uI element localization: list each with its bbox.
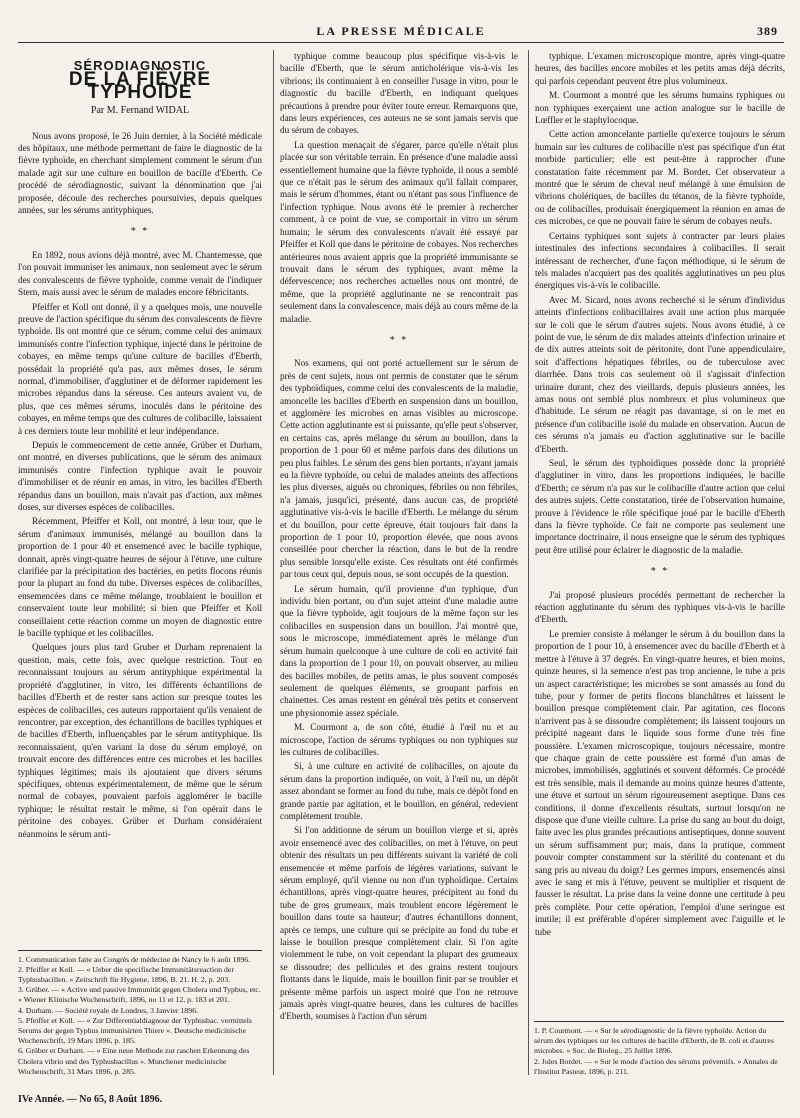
- paragraph: Le premier consiste à mélanger le sérum à du bouillon dans la proportion de 1 pour 10, à ensemencer avec du bacille d'Eberth et à mettre à l'étuve à 37 degrés. En vingt-quatre heures, et bien moins, quinze heures, si la semence n'est pas trop ancienne, le tube a pris un aspect caractéristique; les microbes se sont amassés au fond du tube, pour y former de petits flocons blanchâtres et laissent le bouillon presque complètement clair. Par agitation, ces flocons n'arrivent pas à se dissoudre complètement; ils laissent toujours un précipité nageant dans le liquide sous forme d'une très fine poussière. L'examen microscopique, toujours nécessaire, montre que chaque grain de cette poussière est formé d'un amas de microbes, immobilisés, agglutinés et souvent déformés. Ce procédé est très sensible, mais il demande au moins quinze heures d'attente, une étuve et surtout un sérum rigoureusement aseptique. Dans ces conditions, il donne d'excellents résultats, surtout lorsqu'on ne dispose que d'une vieille culture. La prise du sang au bout du doigt, faite avec les plus grandes précautions antiseptiques, donne souvent un sérum suffisamment pur; mais, dans la pratique, comment pouvoir compter constamment sur la stérilité du contenant et du sang pris au niveau du doigt? Les germes impurs, ensemencés ainsi avec le sang et mis à l'étuve, peuvent se multiplier et risquent de fausser le résultat. La prise dans la veine donne une certitude à peu près complète. Pour cette opération, l'emploi d'une seringue est inutile; il est préférable d'opérer simplement avec l'aiguille et le tube: [535, 628, 785, 937]
- paragraph: La question menaçait de s'égarer, parce qu'elle n'était plus placée sur son véritable terrain. En présence d'une maladie aussi essentiellement humaine que la fièvre typhoïde, il nous a semblé que ce n'était pas le sérum des animaux qu'il fallait comparer, mais le sérum d'hommes, étant ou n'étant pas sous l'influence de l'infection typhique. Nous avons été le premier à rechercher comment, à ce point de vue, se comportait in vitro un sérum humain; le sérum des convalescents n'avait été essayé par Pfeiffer et Koll que dans le péritoine de cobayes. Nos recherches antérieures nous avaient appris que la propriété immunisante se trouvait dans le sérum des typhiques, avant même la défervescence; nos recherches actuelles nous ont montré, de même, que la propriété agglutinante ne se rencontrait pas seulement dans la convalescence, mais déjà au cours même de la maladie.: [280, 139, 518, 324]
- section-separator: * *: [650, 566, 670, 578]
- footnote: 1. Communication faite au Congrès de médecine de Nancy le 6 août 1896.: [18, 954, 251, 964]
- column-3: [528, 50, 785, 1075]
- footnote: 4. Durham. — Société royale de Londres, 3 Janvier 1896.: [18, 1005, 198, 1015]
- paragraph: Pfeiffer et Koll ont donné, il y a quelques mois, une nouvelle preuve de l'action spécifique du sérum des convalescents de fièvre typhoïde. Ils ont montré que ce sérum, comme celui des animaux immunisés contre l'infection typhique, injecté dans le péritoine de cobayes, en même temps qu'une culture de bacilles d'Eberth, possédait la propriété qu'a pas, aux mêmes doses, le sérum normal, d'immobiliser, d'agglutiner et de déformer rapidement les microbes répandus dans la séreuse. Ces auteurs avaient vu, de plus, que ces mêmes sérums, inoculés dans le péritoine des cobayes, en même temps que des cultures de colibacille, laissaient à ces derniers toute leur mobilité et leur indépendance.: [18, 301, 262, 436]
- article-kicker: SÉRODIAGNOSTIC: [73, 58, 207, 73]
- paragraph: Le sérum humain, qu'il provienne d'un typhique, d'un individu bien portant, ou d'un sujet atteint d'une maladie autre que la fièvre typhoïde, agit toujours de la même façon sur les colibacilles en suspension dans un bouillon. J'ai montré que, sous le microscope, immédiatement après le mélange d'un sérum humain quelconque à une culture de coli en activité fait dans la proportion de 1 pour 10, on pouvait observer, au milieu des bacilles mobiles, de petits amas, le plus souvent composés seulement de quelques éléments, se groupant parfois en chainettes. Ces amas restent en général très petits et conservent une physionomie assez spéciale.: [280, 583, 518, 718]
- paragraph: Cette action amoncelante partielle qu'exerce toujours le sérum humain sur les cultures de colibacille n'est pas spécifique d'un état morbide particulier; elle est peut-être à rapprocher d'une constatation faite récemment par M. Bordet. Cet observateur a montré que le sérum de cheval neuf mélangé à une émulsion de vibrions cholériques, de bacilles du tétanos, de la fièvre typhoïde, ou de colibacilles, produisait énergiquement la réunion en amas de ces microbes, ce que ne pouvait faire le sérum de cobayes neufs.: [535, 129, 785, 227]
- paragraph: Récemment, Pfeiffer et Koll, ont montré, à leur tour, que le sérum d'animaux immunisés, mélangé au bouillon dans la proportion de 1 pour 40 et ensemencé avec le bacille typhique, donnait, après vingt-quatre heures de séjour à l'étuve, une culture clarifiée par la précipitation des bactéries, en petits flocons réunis pour la plupart au fond du tube. Diverses espèces de colibacilles, ensemencées dans ce même mélange, troublaient le bouillon et conservaient toute leur mobilité; si bien que Pfeiffer et Koll conseillaient cette réaction comme un moyen de diagnostic entre le bacille typhique et les colibacilles.: [18, 516, 262, 639]
- paragraph: Quelques jours plus tard Gruber et Durham reprenaient la question, mais, cette fois, avec quelque restriction. Tout en reconnaissant toujours au sérum antityphique expérimental la propriété d'agglutiner, in vitro, les différents échantillons de bacilles d'Eberth et de rester sans action sur presque toutes les espèces de colibacilles, ces auteurs rapportaient qu'ils venaient de rencontrer, par exception, des échantillons de bacilles typhiques et de bacilles d'Eberth, influençables par le sérum antityphique. Ils reconnaissaient, qu'en variant la dose du sérum employé, on trouvait encore des différences entre ces microbes et les bacilles typhiques légitimes; mais ils ajoutaient que divers sérums spécifiques, obtenus expérimentalement, de même que le sérum normal de cobayes, pouvaient parfois agglomérer le bacille typhique; le résultat restait le même, si l'on opérait dans le péritoine des cobayes. Grüber et Durham considéraient néanmoins le sérum anti-: [18, 642, 262, 839]
- paragraph: typhique. L'examen microscopique montre, après vingt-quatre heures, des bacilles encore mobiles et les petits amas déjà décrits, qui parfois cependant peuvent être plus volumineux.: [535, 51, 785, 86]
- paragraph: typhique comme beaucoup plus spécifique vis-à-vis le bacille d'Eberth, que le sérum anticholérique vis-à-vis les vibrions; ils continuaient à en conseiller l'usage in vitro, pour le diagnostic du bacille d'Eberth, en indiquant quelques précautions à prendre pour éviter toute erreur. Remarquons que, dans leurs expériences, ces auteurs ne se sont jamais servis que du sérum de cobayes.: [280, 51, 518, 136]
- paragraph: J'ai proposé plusieurs procédés permettant de rechercher la réaction agglutinante du sérum des typhiques vis-à-vis le bacille d'Eberth.: [535, 589, 785, 625]
- article-title: DE LA FIÈVRE TYPHOÏDE: [68, 69, 212, 103]
- column-2: [273, 50, 518, 1075]
- footnote: 2. Pfeiffer et Koll. — « Ueber die specifische Immunitätsreaction der Typhusbacillen. » Zeitschrift für Hygiene, 1896, B. 21. H. 2, p. 203.: [18, 964, 234, 984]
- article-author: Par M. Fernand WIDAL: [90, 105, 190, 117]
- section-separator: * *: [389, 334, 409, 346]
- page-number: 389: [757, 24, 778, 38]
- issue-line: IVe Année. — No 65, 8 Août 1896.: [18, 1094, 163, 1105]
- page: [18, 20, 784, 1105]
- footnote: 6. Grüber et Durham. — « Eine neue Methode zur raschen Erkennung des Cholera vibrio und des Typhusbacillus ». Munchener medicinische Wochenschrift, 31 Mars 1896, p. 285.: [18, 1046, 250, 1076]
- paragraph: M. Courmont a montré que les sérums humains typhiques ou non typhiques exerçaient une action analogue sur le bacille de Lœffler et le staphylocoque.: [535, 90, 785, 126]
- footnote: 2. Jules Bordet. — « Sur le mode d'action des sérums préventifs. » Annales de l'Institut Pasteur, 1896, p. 211.: [534, 1056, 778, 1076]
- paragraph: En 1892, nous avions déjà montré, avec M. Chantemesse, que l'on pouvait immuniser les animaux, non seulement avec le sérum des convalescents de fièvre typhoïde, comme venait de l'indiquer Stern, mais aussi avec le sérum de malades encore fébricitants.: [18, 249, 262, 298]
- footnote: 5. Pfeiffer et Koll. — « Zur Differentialdiagnose der Typhusbac. vermittels Serums der gegen Typhus immunisirten Thiere ». Deutsche medicinische Wochenschrift, 19 Mars 1896, p. 185.: [18, 1015, 252, 1046]
- paragraph: Si, à une culture en activité de colibacilles, on ajoute du sérum dans la proportion indiquée, on voit, à l'œil nu, un dépôt assez abondant se former au fond du tube, mais ce dépôt fond en grande partie par agitation, et le bouillon, en général, redevient complètement trouble.: [280, 761, 518, 821]
- column-1: [18, 50, 262, 1075]
- columns: [18, 50, 784, 1075]
- paragraph: Certains typhiques sont sujets à contracter par leurs plaies intestinales des infections secondaires à colibacilles. Il serait intéressant de rechercher, d'une façon méthodique, si le sérum de tels malades n'acquiert pas des qualités agglutinatives un peu plus énergiques vis-à-vis le colibacille.: [535, 230, 785, 291]
- paragraph: Seul, le sérum des typhoïdiques possède donc la propriété d'agglutiner in vitro, dans les proportions indiquées, le bacille d'Eberth; ce sérum n'a pas sur le colibacille d'autre action que celui des autres sujets. Cette constatation, tirée de l'observation humaine, prouve à l'évidence le rôle spécifique joué par le bacille d'Eberth dans la fièvre typhoïde. Ce fait ne comporte pas seulement une importance doctrinaire, il nous enseigne que le sérum des typhiques peut être utilisé pour éclairer le diagnostic de la maladie.: [535, 458, 785, 555]
- footnotes-column-1: [18, 950, 262, 1077]
- paragraph: M. Courmont a, de son côté, étudié à l'œil nu et au microscope, l'action de sérums typhiques ou non typhiques sur les cultures de colibacilles.: [280, 722, 518, 757]
- footnote: 1. P. Courmont. — « Sur le sérodiagnostic de la fièvre typhoïde. Action du sérum des typhiques sur les cultures de bacille d'Eberth, de B. coli et d'autres microbes. » Soc. de Biolog., 25 Juillet 1896.: [534, 1025, 774, 1056]
- footnotes-column-3: [534, 1021, 784, 1077]
- section-separator: * *: [130, 226, 150, 238]
- paragraph: Nos examens, qui ont porté actuellement sur le sérum de près de cent sujets, nous ont permis de constater que le sérum des typhoïdiques, comme celui des convalescents de la maladie, amoncelle les bacilles d'Eberth en suspension dans un bouillon, et agglomère les microbes en amas visibles au microscope. Cette action agglutinante est si puissante, qu'elle peut s'observer, en certains cas, après mélange du sérum au bouillon, dans la proportion de 1 pour 60 et même parfois dans des dilutions un peu plus faibles. Le sérum des gens bien portants, n'ayant jamais eu la fièvre typhoïde, ou celui de malades atteints des affections les plus diverses, aiguës ou chroniques, fébriles ou non fébriles, n'a jamais, jusqu'ici, présenté, dans aucun cas, de propriété agglutinative vis-à-vis le bacille d'Eberth. Le mélange du sérum et du bouillon, pour cette épreuve, était toujours fait dans la proportion de 1 pour 10, proportion élevée, que nous avons conseillée pour chercher la réaction, dans le but de la rendre plus sensible lorsqu'elle existe. Ces résultats ont été confirmés par tous ceux qui, depuis nous, se sont occupés de la question.: [280, 358, 518, 580]
- paragraph: Avec M. Sicard, nous avons recherché si le sérum d'individus atteints d'infections colibacillaires avait une action plus marquée sur le coli que le sérum d'autres sujets. Nous avons étudié, à ce point de vue, le sérum de dix malades atteints d'infection urinaire et de dix autres atteints soit de péritonite, dont l'une appendiculaire, soit d'affections hépatiques fébriles, ou de tuberculose avec diarrhée. Dans trois cas seulement où il s'agissait d'infection urinaire durant, chez des vieillards, depuis plusieurs années, les amas nous ont semblé plus nombreux et plus volumineux que d'habitude. Le sérum ne réagit pas davantage, si on le met en présence d'un colibacille isolé du malade en observation. Aucun de ces sérums n'a jamais eu d'action agglutinative sur le bacille d'Eberth.: [535, 294, 785, 454]
- running-head: [18, 20, 784, 43]
- paragraph: Nous avons proposé, le 26 Juin dernier, à la Société médicale des hôpitaux, une méthode permettant de faire le diagnostic de la fièvre typhoïde, en cherchant simplement comment le sérum d'un malade agit sur une culture en bouillon de bacille d'Eberth. Ce procédé de sérodiagnostic, suivant la dénomination que j'ai proposée, découle des recherches poursuivies, depuis quelques années, sur les sérums antityphiques.: [18, 130, 262, 216]
- paragraph: Depuis le commencement de cette année, Grüber et Durham, ont montré, en diverses publications, que le sérum des animaux immunisés contre l'infection typhique avait le pouvoir d'immobiliser et de réunir en amas, in vitro, les bacilles d'Eberth répandus dans un bouillon, mais n'avait pas d'action, aux mêmes doses, sur diverses espèces de colibacilles.: [18, 439, 262, 512]
- journal-title: LA PRESSE MÉDICALE: [316, 24, 486, 38]
- paragraph: Si l'on additionne de sérum un bouillon vierge et si, après avoir ensemencé avec des colibacilles, on met à l'étuve, on peut obtenir des résultats un peu différents suivant la variété de coli ensemencée et même parfois de légères variations, suivant le sérum employé, qu'il vienne ou non d'un typhoïdique. Certains échantillons, après vingt-quatre heures, précipitent au fond du tube de gros grumeaux, mais troublent encore légèrement le bouillon dans toute sa hauteur; d'autres échantillons donnent, après ce temps, une culture qui se précipite au fond du tube et laisse le bouillon presque complètement clair. Si l'on agite violemment le tube, on voit cependant la plupart des grumeaux se dissoudre; des pellicules et des grains restent toujours flottants dans le liquide, mais le bouillon finit par se troubler et présente même parfois un aspect moiré que l'on ne retrouve jamais après vingt-quatre heures, dans les cultures de bacilles d'Eberth, soumises à l'action d'un sérum: [280, 825, 518, 1022]
- footnote: 3. Grüber. — « Active und passive Immunität gegen Cholera und Typhus, etc. » Wiener Klinische Wochenschrift, 1896, no 11 et 12, p. 183 et 201.: [18, 985, 261, 1005]
